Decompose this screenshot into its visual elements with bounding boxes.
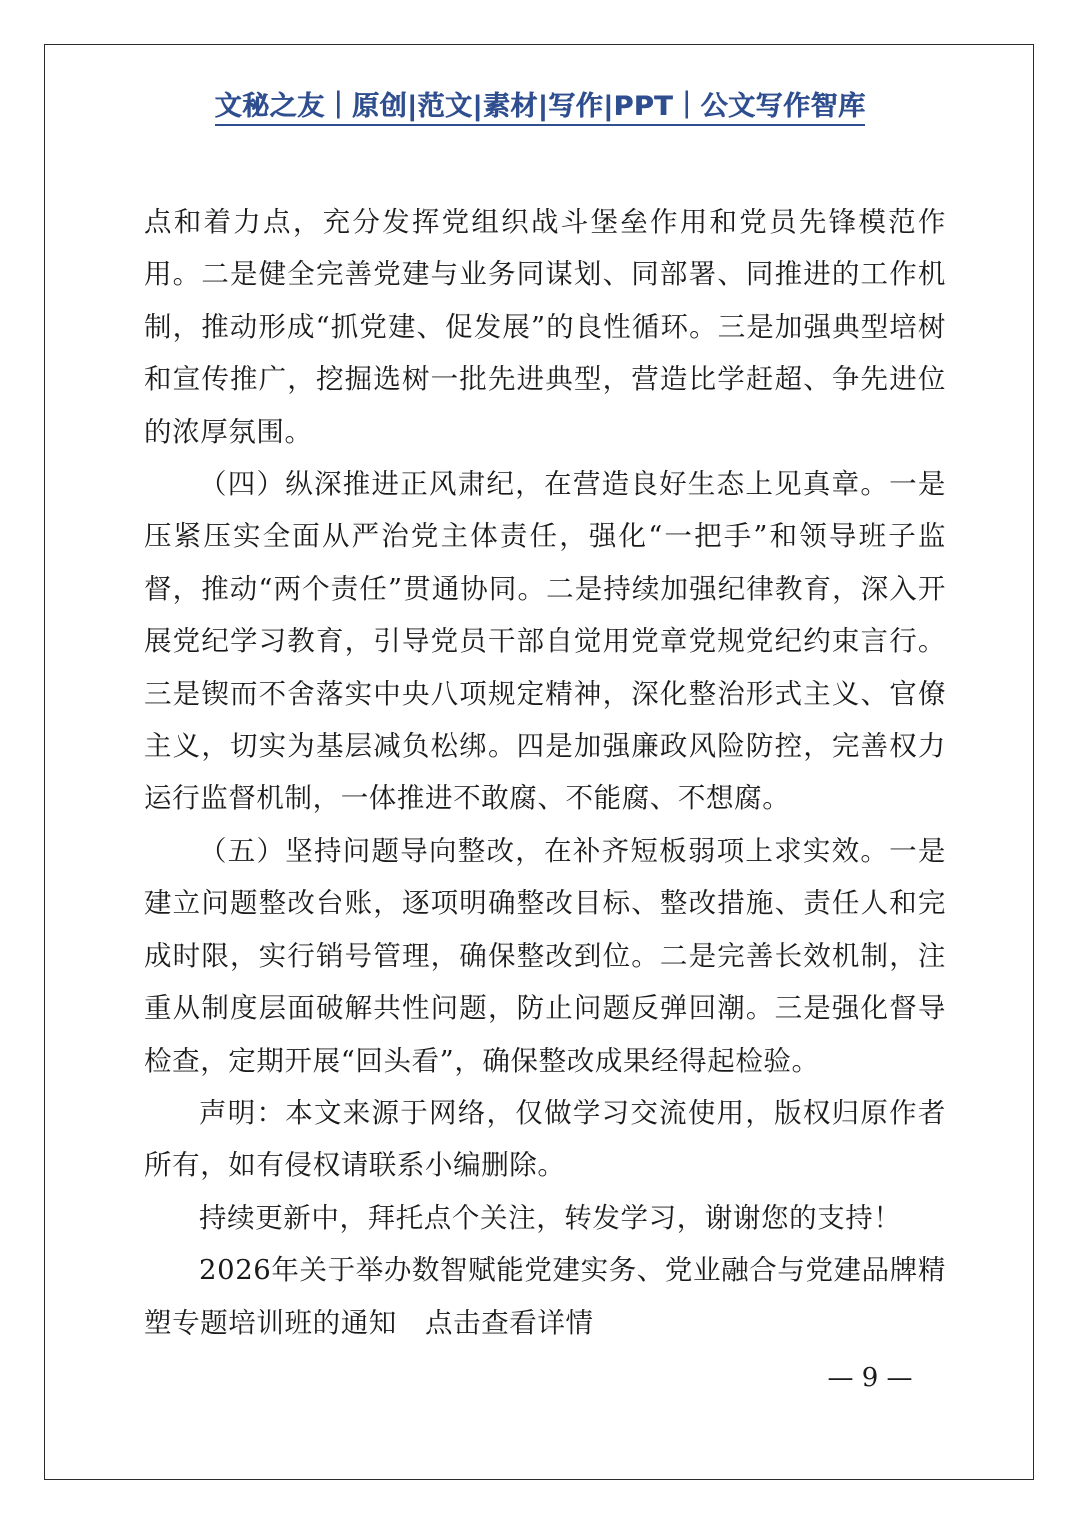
paragraph-update-note: 持续更新中，拜托点个关注，转发学习，谢谢您的支持！ [199, 1201, 902, 1234]
paragraph-disclaimer: 声明：本文来源于网络，仅做学习交流使用，版权归原作者所有，如有侵权请联系小编删除。 [144, 1096, 946, 1182]
paragraph-continuation: 点和着力点，充分发挥党组织战斗堡垒作用和党员先锋模范作用。二是健全完善党建与业务同谋划、同部署、同推进的工作机制，推动形成“抓党建、促发展”的良性循环。三是加强典型培树和宣传推广，挖掘选树一批先进典型，营造比学赶超、争先进位的浓厚氛围。 [144, 206, 946, 448]
header-title: 文秘之友｜原创|范文|素材|写作|PPT｜公文写作智库 [215, 91, 866, 126]
paragraph-training-notice: 2026年关于举办数智赋能党建实务、党业融合与党建品牌精塑专题培训班的通知 点击查看详情 [144, 1254, 946, 1339]
page-header [0, 84, 1080, 123]
paragraph-section-5: （五）坚持问题导向整改，在补齐短板弱项上求实效。一是建立问题整改台账，逐项明确整改目标、整改措施、责任人和完成时限，实行销号管理，确保整改到位。二是完善长效机制，注重从制度层面破解共性问题，防止问题反弹回潮。三是强化督导检查，定期开展“回头看”，确保整改成果经得起检验。 [144, 834, 946, 1077]
document-body [144, 196, 946, 1349]
page-number: — 9 — [827, 1363, 913, 1393]
paragraph-section-4: （四）纵深推进正风肃纪，在营造良好生态上见真章。一是压紧压实全面从严治党主体责任，强化“一把手”和领导班子监督，推动“两个责任”贯通协同。二是持续加强纪律教育，深入开展党纪学习教育，引导党员干部自觉用党章党规党纪约束言行。三是锲而不舍落实中央八项规定精神，深化整治形式主义、官僚主义，切实为基层减负松绑。四是加强廉政风险防控，完善权力运行监督机制，一体推进不敢腐、不能腐、不想腐。 [144, 468, 946, 815]
